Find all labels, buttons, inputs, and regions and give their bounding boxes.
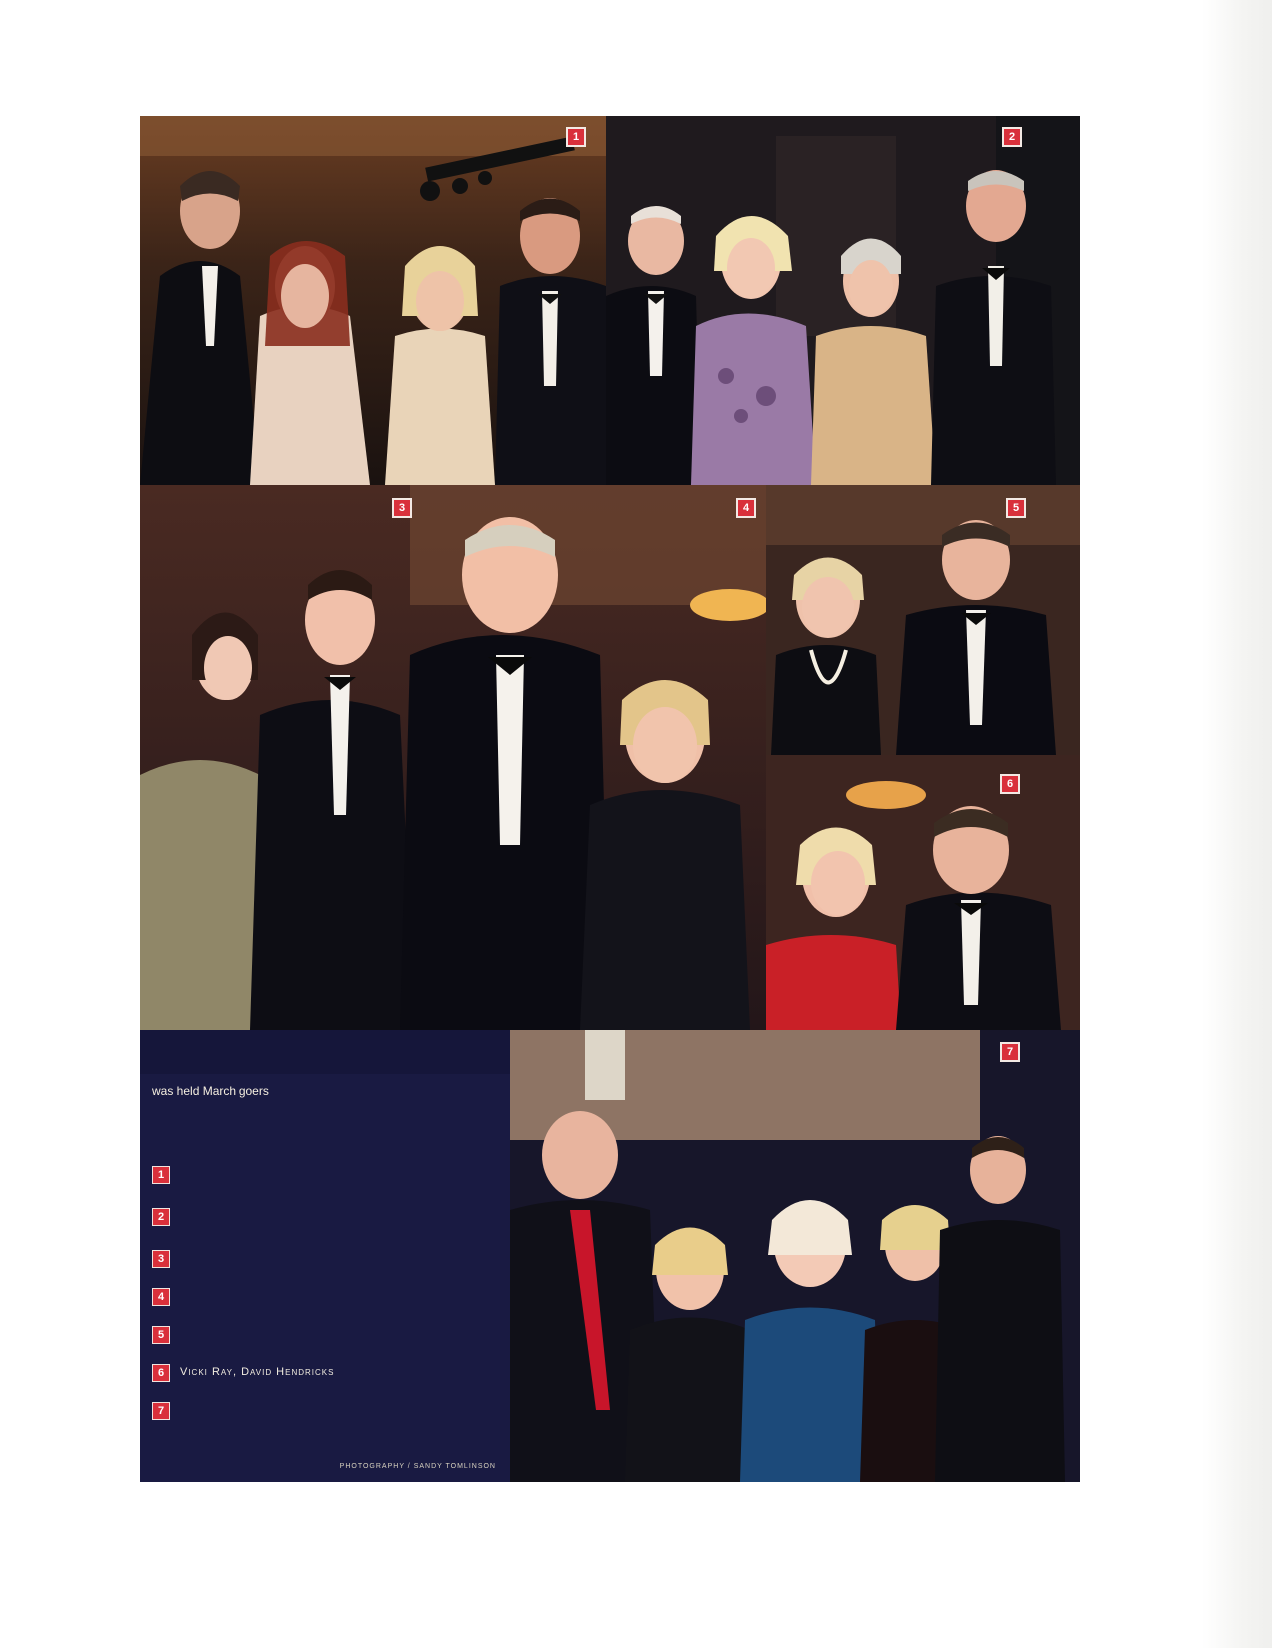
photo-number-badge: 1	[566, 127, 586, 147]
photo-7-image	[510, 1030, 1080, 1482]
caption-item	[152, 1166, 502, 1196]
caption-number: 7	[152, 1402, 170, 1420]
page-edge-shadow	[1202, 0, 1272, 1648]
photo-number-badge: 6	[1000, 774, 1020, 794]
photo-3-image	[140, 485, 766, 1030]
photo-6	[766, 755, 1080, 1030]
photo-4-image	[766, 485, 1080, 755]
caption-item	[152, 1250, 502, 1270]
photo-7	[510, 1030, 1080, 1482]
photo-number-badge: 5	[1006, 498, 1026, 518]
caption-item	[152, 1326, 502, 1346]
caption-panel	[140, 1074, 510, 1482]
caption-item	[152, 1364, 502, 1384]
caption-text: Vicki Ray, David Hendricks	[180, 1366, 335, 1378]
caption-item	[152, 1208, 502, 1238]
caption-number: 4	[152, 1288, 170, 1306]
caption-number: 3	[152, 1250, 170, 1268]
photo-number-badge: 4	[736, 498, 756, 518]
intro-paragraph	[152, 1084, 498, 1100]
photo-1	[140, 116, 606, 485]
photo-spread	[140, 116, 1080, 1482]
photo-number-badge: 7	[1000, 1042, 1020, 1062]
photo-3	[140, 485, 766, 1030]
caption-number: 1	[152, 1166, 170, 1184]
intro-highlight: goers	[238, 1084, 269, 1098]
photo-2	[606, 116, 1080, 485]
photo-credit: PHOTOGRAPHY / SANDY TOMLINSON	[339, 1463, 496, 1470]
photo-2-image	[606, 116, 1080, 485]
caption-item	[152, 1288, 502, 1308]
photo-1-image	[140, 116, 606, 485]
caption-number: 2	[152, 1208, 170, 1226]
caption-number: 6	[152, 1364, 170, 1382]
intro-highlight: was held March	[152, 1084, 237, 1098]
photo-4	[766, 485, 1080, 755]
photo-number-badge: 3	[392, 498, 412, 518]
caption-number: 5	[152, 1326, 170, 1344]
photo-6-image	[766, 755, 1080, 1030]
photo-number-badge: 2	[1002, 127, 1022, 147]
caption-item	[152, 1402, 502, 1432]
